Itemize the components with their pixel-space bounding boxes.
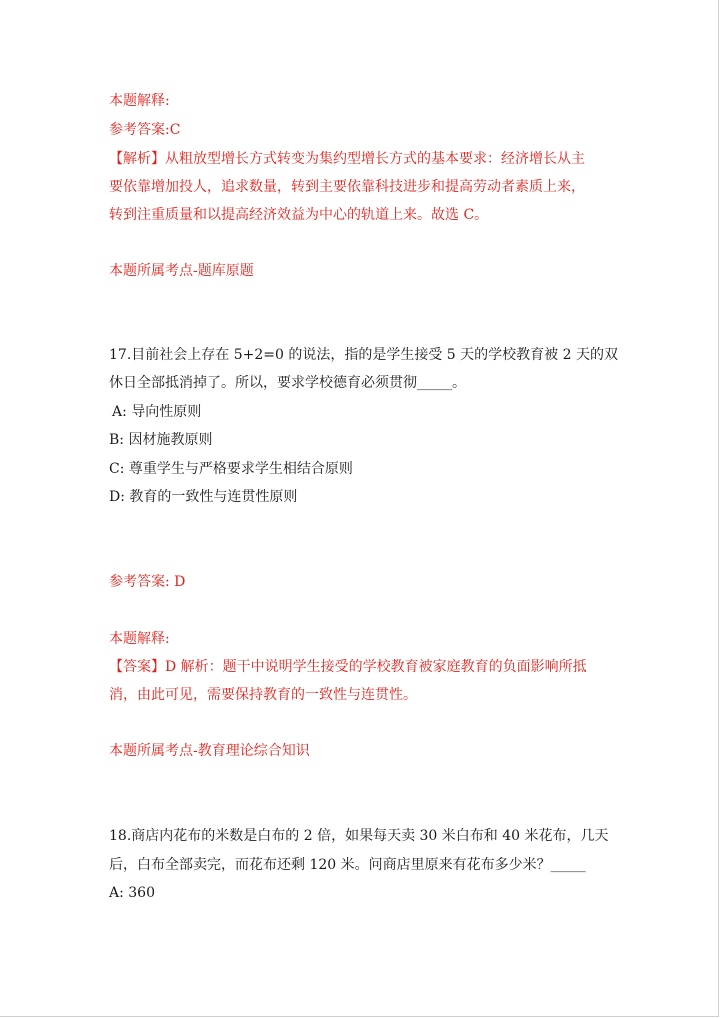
- analysis-line: 转到注重质量和以提高经济效益为中心的轨道上来。故选 C。: [109, 207, 489, 223]
- explanation-label: 本题解释:: [109, 631, 170, 647]
- option-a: A: 导向性原则: [112, 404, 202, 420]
- topic-label: 本题所属考点-题库原题: [109, 263, 254, 279]
- explanation-label: 本题解释:: [109, 93, 170, 109]
- option-b: B: 因材施教原则: [109, 432, 213, 448]
- option-d: D: 教育的一致性与连贯性原则: [109, 489, 298, 505]
- analysis-line: 要依靠增加投人，追求数量，转到主要依靠科技进步和提高劳动者素质上来，: [109, 179, 585, 195]
- question-stem-line: 17.目前社会上存在 5+2=0 的说法，指的是学生接受 5 天的学校教育被 2 天的双: [109, 347, 618, 363]
- option-c: C: 尊重学生与严格要求学生相结合原则: [109, 461, 353, 477]
- question-stem-line: 后，白布全部卖完，而花布还剩 120 米。问商店里原来有花布多少米？_____: [109, 857, 586, 873]
- option-a: A: 360: [109, 885, 155, 901]
- reference-answer: 参考答案: D: [109, 574, 186, 590]
- analysis-line: 【答案】D 解析：题干中说明学生接受的学校教育被家庭教育的负面影响所抵: [109, 659, 587, 675]
- reference-answer: 参考答案:C: [109, 122, 181, 138]
- analysis-line: 【解析】从粗放型增长方式转变为集约型增长方式的基本要求：经济增长从主: [109, 151, 585, 167]
- question-stem-line: 18.商店内花布的米数是白布的 2 倍，如果每天卖 30 米白布和 40 米花布，几天: [109, 828, 609, 844]
- topic-label: 本题所属考点-教育理论综合知识: [109, 743, 310, 759]
- analysis-line: 消，由此可见，需要保持教育的一致性与连贯性。: [109, 687, 417, 703]
- question-stem-line: 休日全部抵消掉了。所以，要求学校德育必须贯彻_____。: [109, 375, 466, 391]
